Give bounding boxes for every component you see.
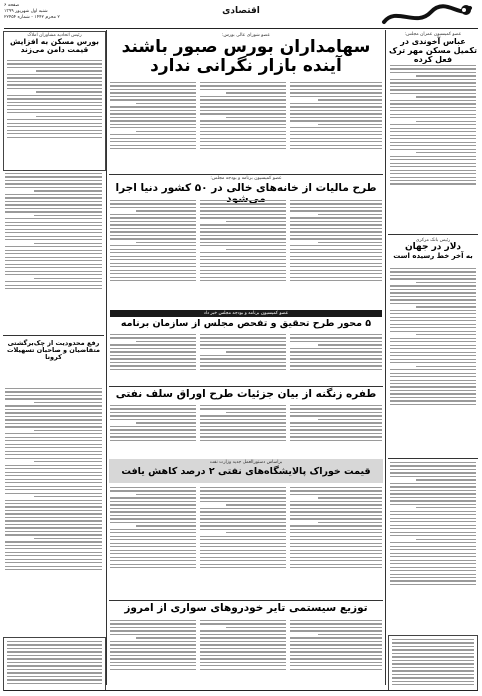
sidebar-divider-2 [388,458,478,459]
sidebar-box-4 [388,236,478,456]
tax-headline: طرح مالیات از خانه‌های خالی در ۵۰ کشور دنیا اجرا [115,182,377,194]
cars-body-col-2 [200,620,286,688]
section-title: اقتصادی [222,6,260,16]
lead-bottom-rule [109,174,383,175]
lead-body-col-2 [200,82,286,172]
petrochem-body-col-2 [200,487,286,597]
petrochem-kicker: براساس دستورالعمل جدید وزارت نفت [209,460,283,465]
sidebar-box1-kicker: عضو کمیسیون عمران مجلس: [404,32,462,37]
sidebar-box4-kicker: رئیس بانک مرکزی [415,238,451,243]
date-line: شنبه اول شهریور ۱۳۹۹ [4,9,48,14]
sidebar-box2-body [7,60,102,165]
plan-body-col-2 [200,334,286,384]
tax-body-col-1 [290,200,382,308]
lead-headline-1: سهامداران بورس صبور باشند [121,37,371,57]
petrochem-body-col-3 [110,487,196,597]
bond-body-col-1 [290,405,382,457]
plan-kicker: عضو کمیسیون برنامه و بودجه مجلس خبر داد [110,310,382,317]
tax-body-col-3 [110,200,196,308]
bond-body-col-3 [110,405,196,457]
petrochem-bottom-rule [109,600,383,601]
plan-headline: ۵ محور طرح تحقیق و تفحص مجلس از سازمان برنامه [120,318,372,329]
bond-headline: طفره زنگنه از بیان جزئیات طرح اوراق سلف نفتی [115,388,377,400]
cars-body-col-1 [290,620,382,688]
plan-bottom-rule [109,386,383,387]
sidebar-box2-headline: بورس مسکن به افزایش قیمت دامن می‌زند [10,37,99,55]
page-bottom-rule [4,690,478,691]
left-box-cheques [3,338,104,384]
sidebar-box4-body [390,268,476,453]
sidebar-bottom-body [390,462,476,632]
left-body-2 [5,388,102,633]
sidebar-box3-headline: رفع محدودیت از چک‌برگشتی متقاضیان و صاحبان تسهیلات کرونا [6,339,101,362]
sidebar-rule [385,30,386,685]
lead-kicker: عضو شورای عالی بورس: [221,33,271,38]
tax-body-col-2 [200,200,286,308]
left-box-housing [3,31,106,171]
sidebar-box1-body [390,65,476,230]
tax-kicker: عضو کمیسیون برنامه و بودجه مجلس: [210,176,282,181]
sidebar-box1-headline: عباس آخوندی در تکمیل مسکن مهر ترک فعل کرده [388,37,478,64]
cars-body-col-3 [110,620,196,688]
sidebar-box2-kicker: رئیس اتحادیه مشاوران املاک [27,33,82,38]
bond-body-col-2 [200,405,286,457]
petrochem-headline: قیمت خوراک پالایشگاه‌های نفتی ۲ درصد کاهش یافت [121,466,371,477]
lead-body-col-3 [110,82,196,172]
sidebar-box4-headline-1: دلار در جهان [404,242,462,252]
issue-line: ۲ محرم ۱۴۴۲ - شماره ۲۲۴۵۴ [4,15,60,20]
masthead-rule [4,28,478,29]
left-column-rule [106,30,107,685]
cars-headline: توزیع سیستمی تایر خودروهای سواری از امروز [124,602,368,614]
petrochem-body-col-1 [290,487,382,597]
plan-body-col-3 [110,334,196,384]
sidebar-box4-headline-2: به آخر خط رسیده است [393,251,473,260]
left-body-1 [5,173,102,333]
lead-body-col-1 [290,82,382,172]
plan-body-col-1 [290,334,382,384]
sidebar-ad-box [388,635,478,691]
sidebar-box-1 [388,31,478,233]
lead-headline-2: آینده بازار نگرانی ندارد [150,56,342,76]
left-divider [3,335,104,336]
left-ad-box [3,637,106,691]
sidebar-divider-1 [388,234,478,235]
page-number: صفحه ۶ [4,3,20,8]
